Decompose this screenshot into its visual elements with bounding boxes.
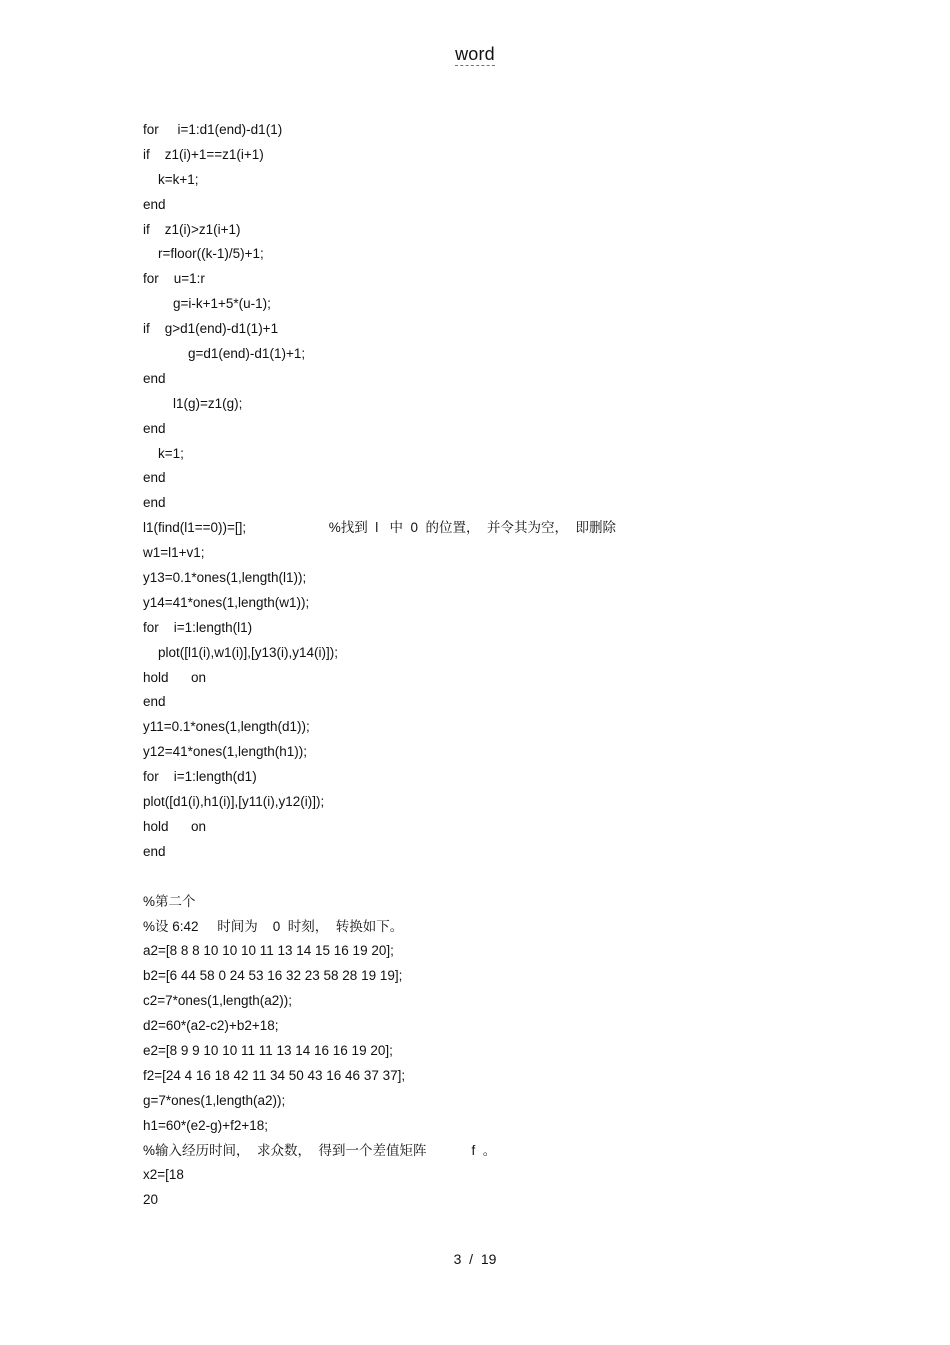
code-line: y13=0.1*ones(1,length(l1)); xyxy=(143,570,307,586)
code-line: e2=[8 9 9 10 10 11 11 13 14 16 16 19 20]; xyxy=(143,1042,393,1058)
code-line: b2=[6 44 58 0 24 53 16 32 23 58 28 19 19]; xyxy=(143,968,403,984)
code-line: if z1(i)>z1(i+1) xyxy=(143,221,241,237)
code-line: for i=1:d1(end)-d1(1) xyxy=(143,122,283,137)
code-line: if g>d1(end)-d1(1)+1 xyxy=(143,321,279,337)
code-line: end xyxy=(143,843,166,859)
code-line: d2=60*(a2-c2)+b2+18; xyxy=(143,1018,279,1034)
header-title xyxy=(0,44,950,65)
code-line: r=floor((k-1)/5)+1; xyxy=(143,246,264,262)
code-line: end xyxy=(143,420,166,436)
code-line: k=1; xyxy=(143,445,184,461)
code-line: hold on xyxy=(143,818,207,834)
code-line: g=7*ones(1,length(a2)); xyxy=(143,1092,286,1108)
code-line: end xyxy=(143,694,166,710)
code-line: end xyxy=(143,470,166,486)
code-line: x2=[18 xyxy=(143,1167,184,1183)
code-line: h1=60*(e2-g)+f2+18; xyxy=(143,1117,268,1133)
code-line: g=d1(end)-d1(1)+1; xyxy=(143,346,306,362)
code-line: %第二个 xyxy=(143,893,196,909)
code-line: y14=41*ones(1,length(w1)); xyxy=(143,594,310,610)
code-line: w1=l1+v1; xyxy=(143,545,205,561)
code-line: for i=1:length(d1) xyxy=(143,769,257,785)
code-line: end xyxy=(143,495,166,511)
code-line: %设 6:42 时间为 0 时刻， 转换如下。 xyxy=(143,918,404,934)
code-line xyxy=(143,865,843,890)
code-line: if z1(i)+1==z1(i+1) xyxy=(143,146,264,162)
code-line: end xyxy=(143,196,166,212)
page-number: 3 / 19 xyxy=(453,1251,497,1267)
code-line: for u=1:r xyxy=(143,271,205,287)
code-line: g=i-k+1+5*(u-1); xyxy=(143,296,271,312)
code-line: plot([l1(i),w1(i)],[y13(i),y14(i)]); xyxy=(143,644,339,660)
code-block xyxy=(143,118,843,1213)
code-line: a2=[8 8 8 10 10 10 11 13 14 15 16 19 20]; xyxy=(143,943,394,959)
code-line: hold on xyxy=(143,669,207,685)
code-line: f2=[24 4 16 18 42 11 34 50 43 16 46 37 37]; xyxy=(143,1067,406,1083)
code-line: for i=1:length(l1) xyxy=(143,619,253,635)
code-line: end xyxy=(143,370,166,386)
code-line: l1(g)=z1(g); xyxy=(143,395,243,411)
code-line: l1(find(l1==0))=[]; %找到 l 中 0 的位置， 并令其为空， 即删除 xyxy=(143,520,616,536)
code-line: 20 xyxy=(143,1192,159,1208)
code-line: y11=0.1*ones(1,length(d1)); xyxy=(143,719,310,735)
code-line: %输入经历时间， 求众数， 得到一个差值矩阵 f 。 xyxy=(143,1142,497,1158)
header-title-text: word xyxy=(455,44,495,64)
code-line: c2=7*ones(1,length(a2)); xyxy=(143,993,292,1009)
code-line: k=k+1; xyxy=(143,171,199,187)
code-line: y12=41*ones(1,length(h1)); xyxy=(143,744,307,760)
code-line: plot([d1(i),h1(i)],[y11(i),y12(i)]); xyxy=(143,794,325,810)
